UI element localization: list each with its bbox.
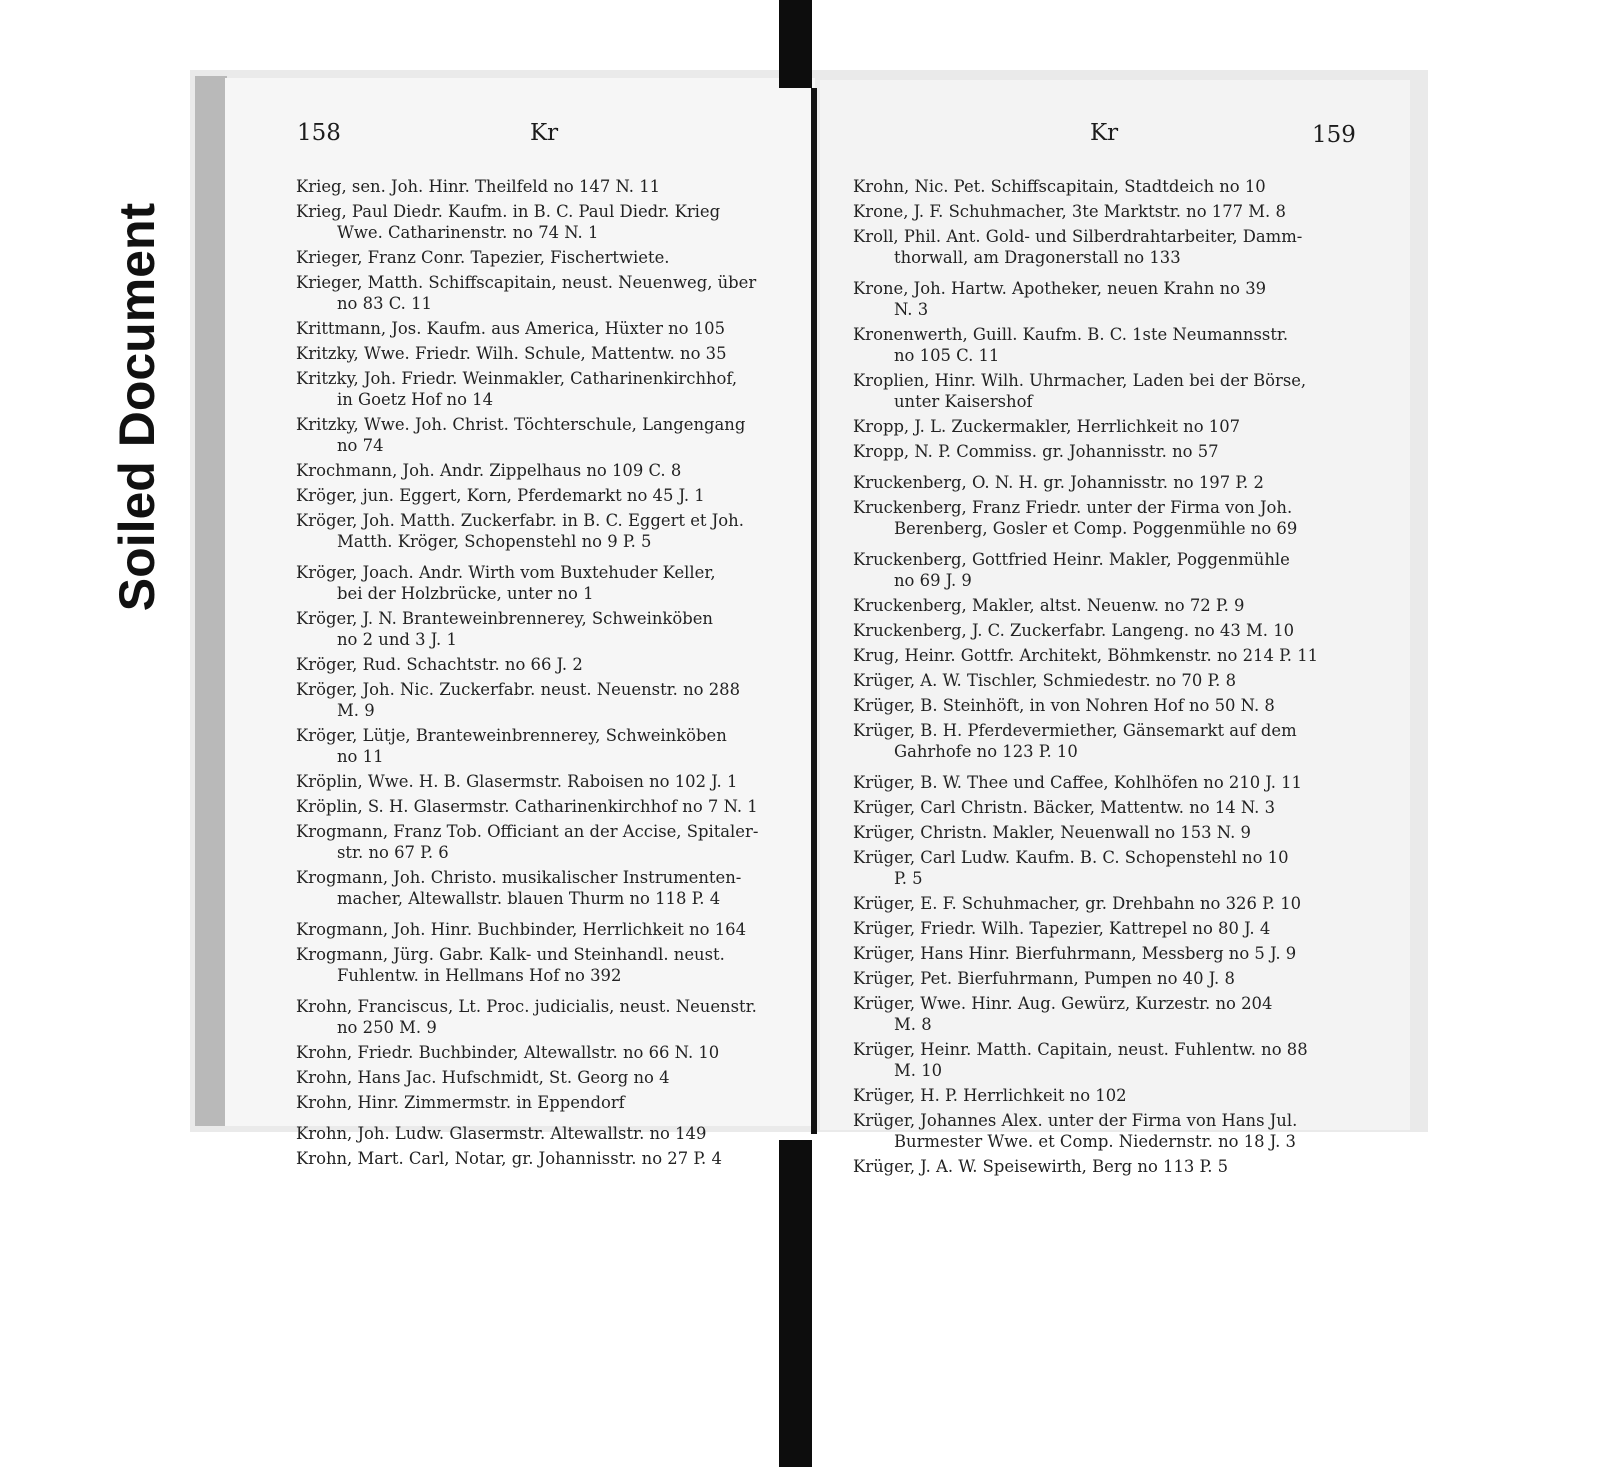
left-page-entries — [296, 176, 801, 1173]
entry-continuation-line: no 74 — [337, 436, 384, 455]
entry-line: Krüger, Pet. Bierfuhrmann, Pumpen no 40 J. 8 — [853, 969, 1235, 988]
entry-line: Krieger, Matth. Schiffscapitain, neust. Neuenweg, über — [296, 273, 757, 292]
entry-line: Krüger, Heinr. Matth. Capitain, neust. Fuhlentw. no 88 — [853, 1040, 1308, 1059]
directory-entry — [296, 771, 801, 792]
entry-line: Krüger, B. Steinhöft, in von Nohren Hof no 50 N. 8 — [853, 696, 1275, 715]
entry-line: Kröger, Lütje, Branteweinbrennerey, Schweinköben — [296, 726, 727, 745]
soiled-document-stamp — [109, 157, 165, 657]
entry-line: Kröger, jun. Eggert, Korn, Pferdemarkt no 45 J. 1 — [296, 486, 705, 505]
directory-entry — [853, 1039, 1358, 1081]
entry-line: Kritzky, Wwe. Friedr. Wilh. Schule, Mattentw. no 35 — [296, 344, 727, 363]
entry-line: Kröplin, S. H. Glasermstr. Catharinenkirchhof no 7 N. 1 — [296, 797, 758, 816]
directory-entry — [296, 821, 801, 863]
entry-line: Krüger, J. A. W. Speisewirth, Berg no 113 P. 5 — [853, 1157, 1229, 1176]
entry-line: Krieg, Paul Diedr. Kaufm. in B. C. Paul Diedr. Krieg — [296, 202, 721, 221]
directory-entry — [296, 485, 801, 506]
directory-entry — [853, 943, 1358, 964]
directory-entry — [853, 918, 1358, 939]
entry-line: Krüger, Wwe. Hinr. Aug. Gewürz, Kurzestr. no 204 — [853, 994, 1273, 1013]
entry-line: Krohn, Franciscus, Lt. Proc. judicialis, neust. Neuenstr. — [296, 997, 757, 1016]
entry-line: Kruckenberg, Makler, altst. Neuenw. no 72 P. 9 — [853, 596, 1245, 615]
directory-entry — [296, 867, 801, 909]
entry-line: Kröger, Joh. Nic. Zuckerfabr. neust. Neuenstr. no 288 — [296, 680, 741, 699]
entry-line: Kruckenberg, Franz Friedr. unter der Firma von Joh. — [853, 498, 1293, 517]
entry-continuation-line: M. 9 — [337, 701, 375, 720]
entry-line: Kropp, N. P. Commiss. gr. Johannisstr. no 57 — [853, 442, 1219, 461]
entry-line: Krogmann, Joh. Hinr. Buchbinder, Herrlichkeit no 164 — [296, 920, 746, 939]
entry-continuation-line: thorwall, am Dragonerstall no 133 — [894, 248, 1181, 267]
directory-entry — [853, 993, 1358, 1035]
directory-entry — [296, 414, 801, 456]
directory-entry — [853, 620, 1358, 641]
entry-continuation-line: unter Kaisershof — [894, 392, 1033, 411]
entry-line: Krieger, Franz Conr. Tapezier, Fischertwiete. — [296, 248, 670, 267]
entry-continuation-line: macher, Altewallstr. blauen Thurm no 118 P. 4 — [337, 889, 721, 908]
entry-continuation-line: M. 10 — [894, 1061, 943, 1080]
entry-continuation-line: no 250 M. 9 — [337, 1018, 437, 1037]
entry-line: Kritzky, Joh. Friedr. Weinmakler, Catharinenkirchhof, — [296, 369, 738, 388]
directory-entry — [296, 318, 801, 339]
entry-continuation-line: no 69 J. 9 — [894, 571, 972, 590]
directory-entry — [853, 278, 1358, 320]
directory-entry — [853, 324, 1358, 366]
entry-line: Krüger, Carl Christn. Bäcker, Mattentw. no 14 N. 3 — [853, 798, 1276, 817]
entry-continuation-line: str. no 67 P. 6 — [337, 843, 449, 862]
left-page-heading: Kr — [530, 120, 559, 146]
entry-line: Krohn, Joh. Ludw. Glasermstr. Altewallstr. no 149 — [296, 1124, 707, 1143]
entry-continuation-line: Berenberg, Gosler et Comp. Poggenmühle no 69 — [894, 519, 1298, 538]
entry-continuation-line: Matth. Kröger, Schopenstehl no 9 P. 5 — [337, 532, 652, 551]
directory-entry — [853, 720, 1358, 762]
entry-line: Krogmann, Franz Tob. Officiant an der Accise, Spitaler- — [296, 822, 759, 841]
directory-entry — [853, 201, 1358, 222]
entry-line: Kröger, J. N. Branteweinbrennerey, Schweinköben — [296, 609, 713, 628]
entry-line: Kröger, Joach. Andr. Wirth vom Buxtehuder Keller, — [296, 563, 716, 582]
directory-entry — [853, 968, 1358, 989]
entry-continuation-line: bei der Holzbrücke, unter no 1 — [337, 584, 594, 603]
entry-line: Krüger, Christn. Makler, Neuenwall no 153 N. 9 — [853, 823, 1251, 842]
entry-line: Krogmann, Jürg. Gabr. Kalk- und Steinhandl. neust. — [296, 945, 725, 964]
entry-line: Krüger, Johannes Alex. unter der Firma von Hans Jul. — [853, 1111, 1298, 1130]
entry-continuation-line: no 2 und 3 J. 1 — [337, 630, 457, 649]
directory-entry — [296, 654, 801, 675]
entry-line: Krittmann, Jos. Kaufm. aus America, Hüxter no 105 — [296, 319, 726, 338]
directory-entry — [296, 1042, 801, 1063]
directory-entry — [853, 1085, 1358, 1106]
right-page-entries — [853, 176, 1358, 1181]
spine-gutter — [811, 88, 817, 1134]
entry-line: Krieg, sen. Joh. Hinr. Theilfeld no 147 N. 11 — [296, 177, 661, 196]
left-page-number: 158 — [297, 120, 341, 146]
directory-entry — [296, 460, 801, 481]
left-page-fore-edge — [195, 76, 227, 1126]
directory-entry — [296, 510, 801, 552]
directory-entry — [296, 1148, 801, 1169]
entry-continuation-line: P. 5 — [894, 869, 923, 888]
directory-entry — [296, 368, 801, 410]
directory-entry — [853, 1156, 1358, 1177]
entry-line: Krüger, B. H. Pferdevermiether, Gänsemarkt auf dem — [853, 721, 1297, 740]
entry-continuation-line: Burmester Wwe. et Comp. Niedernstr. no 18 J. 3 — [894, 1132, 1296, 1151]
entry-line: Kröger, Rud. Schachtstr. no 66 J. 2 — [296, 655, 583, 674]
entry-line: Kritzky, Wwe. Joh. Christ. Töchterschule, Langengang — [296, 415, 746, 434]
entry-continuation-line: Gahrhofe no 123 P. 10 — [894, 742, 1078, 761]
spine-bottom — [779, 1140, 812, 1467]
entry-continuation-line: in Goetz Hof no 14 — [337, 390, 494, 409]
directory-entry — [296, 1123, 801, 1144]
directory-entry — [853, 670, 1358, 691]
entry-line: Kruckenberg, Gottfried Heinr. Makler, Poggenmühle — [853, 550, 1290, 569]
directory-entry — [296, 725, 801, 767]
entry-line: Krüger, B. W. Thee und Caffee, Kohlhöfen no 210 J. 11 — [853, 773, 1302, 792]
entry-line: Krüger, Carl Ludw. Kaufm. B. C. Schopenstehl no 10 — [853, 848, 1289, 867]
directory-entry — [853, 1110, 1358, 1152]
directory-entry — [853, 893, 1358, 914]
directory-entry — [853, 695, 1358, 716]
entry-line: Krone, Joh. Hartw. Apotheker, neuen Krahn no 39 — [853, 279, 1267, 298]
entry-line: Krüger, H. P. Herrlichkeit no 102 — [853, 1086, 1127, 1105]
directory-entry — [853, 472, 1358, 493]
directory-entry — [296, 608, 801, 650]
directory-entry — [296, 1092, 801, 1113]
directory-entry — [296, 796, 801, 817]
entry-line: Krohn, Hinr. Zimmermstr. in Eppendorf — [296, 1093, 625, 1112]
directory-entry — [853, 549, 1358, 591]
directory-entry — [296, 919, 801, 940]
directory-entry — [296, 679, 801, 721]
directory-entry — [296, 201, 801, 243]
entry-line: Kruckenberg, J. C. Zuckerfabr. Langeng. no 43 M. 10 — [853, 621, 1295, 640]
entry-line: Kruckenberg, O. N. H. gr. Johannisstr. no 197 P. 2 — [853, 473, 1264, 492]
entry-line: Krug, Heinr. Gottfr. Architekt, Böhmkenstr. no 214 P. 11 — [853, 646, 1319, 665]
spine-top — [779, 0, 812, 88]
entry-continuation-line: M. 8 — [894, 1015, 932, 1034]
right-page-heading: Kr — [1090, 120, 1119, 146]
right-page-number: 159 — [1312, 122, 1356, 148]
directory-entry — [296, 343, 801, 364]
directory-entry — [296, 176, 801, 197]
entry-continuation-line: N. 3 — [894, 300, 929, 319]
entry-line: Krohn, Mart. Carl, Notar, gr. Johannisstr. no 27 P. 4 — [296, 1149, 722, 1168]
entry-line: Kroll, Phil. Ant. Gold- und Silberdrahtarbeiter, Damm- — [853, 227, 1303, 246]
entry-line: Krüger, E. F. Schuhmacher, gr. Drehbahn no 326 P. 10 — [853, 894, 1302, 913]
directory-entry — [296, 247, 801, 268]
entry-line: Kropp, J. L. Zuckermakler, Herrlichkeit no 107 — [853, 417, 1241, 436]
entry-line: Krohn, Friedr. Buchbinder, Altewallstr. no 66 N. 10 — [296, 1043, 720, 1062]
entry-continuation-line: no 11 — [337, 747, 384, 766]
directory-entry — [853, 797, 1358, 818]
directory-entry — [853, 645, 1358, 666]
entry-line: Krohn, Nic. Pet. Schiffscapitain, Stadtdeich no 10 — [853, 177, 1266, 196]
directory-entry — [296, 562, 801, 604]
directory-entry — [296, 996, 801, 1038]
directory-entry — [296, 944, 801, 986]
entry-line: Krüger, A. W. Tischler, Schmiedestr. no 70 P. 8 — [853, 671, 1237, 690]
entry-line: Krogmann, Joh. Christo. musikalischer Instrumenten- — [296, 868, 742, 887]
entry-continuation-line: no 83 C. 11 — [337, 294, 432, 313]
entry-continuation-line: no 105 C. 11 — [894, 346, 1000, 365]
directory-entry — [853, 416, 1358, 437]
entry-line: Krone, J. F. Schuhmacher, 3te Marktstr. no 177 M. 8 — [853, 202, 1286, 221]
directory-entry — [853, 441, 1358, 462]
directory-entry — [853, 370, 1358, 412]
directory-entry — [853, 497, 1358, 539]
entry-line: Krüger, Hans Hinr. Bierfuhrmann, Messberg no 5 J. 9 — [853, 944, 1297, 963]
directory-entry — [853, 226, 1358, 268]
directory-entry — [853, 595, 1358, 616]
entry-continuation-line: Fuhlentw. in Hellmans Hof no 392 — [337, 966, 622, 985]
entry-line: Krochmann, Joh. Andr. Zippelhaus no 109 C. 8 — [296, 461, 682, 480]
entry-continuation-line: Wwe. Catharinenstr. no 74 N. 1 — [337, 223, 599, 242]
entry-line: Krüger, Friedr. Wilh. Tapezier, Kattrepel no 80 J. 4 — [853, 919, 1271, 938]
entry-line: Kroplien, Hinr. Wilh. Uhrmacher, Laden bei der Börse, — [853, 371, 1307, 390]
directory-entry — [853, 772, 1358, 793]
entry-line: Krohn, Hans Jac. Hufschmidt, St. Georg no 4 — [296, 1068, 670, 1087]
directory-entry — [296, 1067, 801, 1088]
stamp-text: Soiled Document — [109, 202, 165, 612]
directory-entry — [853, 822, 1358, 843]
directory-entry — [853, 847, 1358, 889]
directory-entry — [853, 176, 1358, 197]
directory-entry — [296, 272, 801, 314]
entry-line: Kronenwerth, Guill. Kaufm. B. C. 1ste Neumannsstr. — [853, 325, 1289, 344]
entry-line: Kröger, Joh. Matth. Zuckerfabr. in B. C. Eggert et Joh. — [296, 511, 744, 530]
entry-line: Kröplin, Wwe. H. B. Glasermstr. Raboisen no 102 J. 1 — [296, 772, 738, 791]
